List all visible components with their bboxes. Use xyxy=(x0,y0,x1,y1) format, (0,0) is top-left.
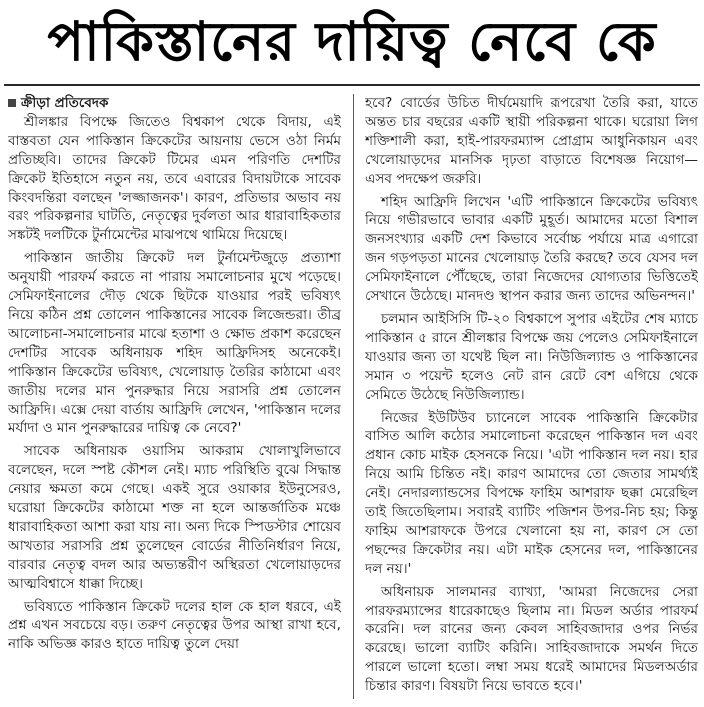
column-divider xyxy=(353,94,354,699)
paragraph: চলমান আইসিসি টি-২০ বিশ্বকাপে সুপার এইটের শেষ ম্যাচে পাকিস্তান ৫ রানে শ্রীলঙ্কার বিপক্ষে জয় পেলেও সেমিফাইনালে যাওয়ার জন্য তা যথেষ্ট ছিল না। নিউজিল্যান্ড ও পাকিস্তানের সমান ৩ পয়েন্ট হলেও নেট রান রেটে বেশ এগিয়ে থেকে সেমিতে উঠেছে নিউজিল্যান্ড। xyxy=(365,310,698,403)
paragraph: সাবেক অধিনায়ক ওয়াসিম আকরাম খোলাখুলিভাবে বলেছেন, দলে স্পষ্ট কৌশল নেই। ম্যাচ পরিস্থিতি বুঝে সিদ্ধান্ত নেয়ার ক্ষমতা কমে গেছে। একই সুরে ওয়াকার ইউনুসেরও, ঘরোয়া ক্রিকেটের কাঠামো শক্ত না হলে আন্তর্জাতিক মঞ্চে ধারাবাহিকতা আশা করা যায় না। অন্য দিকে স্পিডস্টার শোয়েব আখতার সরাসরি প্রশ্ন তুলেছেন বোর্ডের নীতিনির্ধারণ নিয়ে, বারবার নেতৃত্ব বদল আর অভ্যন্তরীণ অস্থিরতা খেলোয়াড়দের আত্মবিশ্বাসে ধাক্কা দিচ্ছে। xyxy=(8,443,341,592)
byline xyxy=(8,94,341,113)
paragraph: নিজের ইউটিউব চ্যানেলে সাবেক পাকিস্তানি ক্রিকেটার বাসিত আলি কঠোর সমালোচনা করেছেন পাকিস্তান দল এবং প্রধান কোচ মাইক হেসনকে নিয়ে। 'এটা পাকিস্তান দল নয়। হার নিয়ে আমি চিন্তিত নই। কারণ আমাদের তো জেতার সামর্থ্যই নেই। নেদারল্যান্ডসের বিপক্ষে ফাহিম আশরাফ ছক্কা মেরেছিল তাই জিতেছিলাম। সবারই ব্যাটিং পজিশন উপর-নিচ হয়; কিন্তু ফাহিম আশরাফকে উপরে খেলানো হয় না, কারণ সে তো পছন্দের ক্রিকেটার নয়। এটা মাইক হেসনের দল, পাকিস্তানের দল নয়।' xyxy=(365,409,698,577)
paragraph: অধিনায়ক সালমানর ব্যাখ্যা, 'আমরা নিজেদের সেরা পারফরম্যান্সের ধারেকাছেও ছিলাম না। মিডল অর্ডার পারফর্ম করেনি। দল রানের জন্য কেবল সাহিবজাদার ওপর নির্ভর করেছে। ভালো ব্যাটিং করিনি। সাহিবজাদাকে সমর্থন দিতে পারলে ভালো হতো। লম্বা সময় ধরেই আমাদের মিডলঅর্ডার চিন্তার কারণ। বিষয়টা নিয়ে ভাবতে হবে।' xyxy=(365,583,698,695)
paragraph: শ্রীলঙ্কার বিপক্ষে জিতেও বিশ্বকাপ থেকে বিদায়, এই বাস্তবতা যেন পাকিস্তান ক্রিকেটের আয়নায় ভেসে ওঠা নির্মম প্রতিচ্ছবি। তাদের ক্রিকেট টিমের এমন পরিণতি দেশটির ক্রিকেট ইতিহাসে নতুন নয়, তবে এবারের বিদায়টাকে সাবেক কিংবদন্তিরা বলছেন 'লজ্জাজনক'। কারণ, প্রতিভার অভাব নয় বরং পরিকল্পনার ঘাটতি, নেতৃত্বের দুর্বলতা আর ধারাবাহিকতার সঙ্কটই দলটিকে টুর্নামেন্টের মাঝপথে থামিয়ে দিয়েছে। xyxy=(8,113,341,244)
headline-divider xyxy=(4,84,700,86)
paragraph: ভবিষ্যতে পাকিস্তান ক্রিকেট দলের হাল কে হাল ধরবে, এই প্রশ্ন এখন সবচেয়ে বড়। তরুণ নেতৃত্বের উপর আস্থা রাখা হবে, নাকি অভিজ্ঞ কারও হাতে দায়িত্ব তুলে দেয়া xyxy=(8,598,341,653)
headline: পাকিস্তানের দায়িত্ব নেবে কে xyxy=(47,10,657,73)
byline-text: ক্রীড়া প্রতিবেদক xyxy=(21,95,109,111)
bullet-icon xyxy=(8,99,16,107)
article-column-left xyxy=(8,94,341,699)
article-column-right xyxy=(365,94,698,699)
paragraph: শহিদ আফ্রিদি লিখেন 'এটি পাকিস্তানে ক্রিকেটের ভবিষ্যৎ নিয়ে গভীরভাবে ভাবার একটি মুহূর্ত। আমাদের মতো বিশাল জনসংখ্যার একটি দেশ কিভাবে সর্বোচ্চ পর্যায়ে মাত্র এগারো জন গড়পড়তা মানের খেলোয়াড় তৈরি করছে? তবে যেসব দল সেমিফাইনালে পৌঁছেছে, তারা নিজেদের যোগ্যতার ভিত্তিতেই সেখানে উঠেছে। মানদণ্ড স্থাপন করার জন্য তাদের অভিনন্দন।' xyxy=(365,193,698,305)
paragraph: পাকিস্তান জাতীয় ক্রিকেট দল টুর্নামেন্টজুড়ে প্রত্যাশা অনুযায়ী পারফর্ম করতে না পারায় সমালোচনার মুখে পড়েছে। সেমিফাইনালের দৌড় থেকে ছিটকে যাওয়ার পরই ভবিষ্যৎ নিয়ে কঠিন প্রশ্ন তোলেন পাকিস্তানের সাবেক লিজেন্ডরা। তীব্র আলোচনা-সমালোচনার মাঝে হতাশা ও ক্ষোভ প্রকাশ করেছেন দেশটির সাবেক অধিনায়ক শহিদ আফ্রিদিসহ অনেকেই। পাকিস্তান ক্রিকেটের ভবিষ্যৎ, খেলোয়াড় তৈরির কাঠামো এবং জাতীয় দলের মান পুনরুদ্ধার নিয়ে সরাসরি প্রশ্ন তোলেন আফ্রিদি। এক্সে দেয়া বার্তায় আফ্রিদি লেখেন, 'পাকিস্তান দলের মর্যাদা ও মান পুনরুদ্ধারের দায়িত্ব কে নেবে?' xyxy=(8,250,341,437)
paragraph: হবে? বোর্ডের উচিত দীর্ঘমেয়াদি রূপরেখা তৈরি করা, যাতে অন্তত চার বছরের একটি স্থায়ী পরিকল্পনা থাকে। ঘরোয়া লিগ শক্তিশালী করা, হাই-পারফরম্যান্স প্রোগ্রাম আধুনিকায়ন এবং খেলোয়াড়দের মানসিক দৃঢ়তা বাড়াতে বিশেষজ্ঞ নিয়োগ—এসব পদক্ষেপ জরুরি। xyxy=(365,95,698,187)
